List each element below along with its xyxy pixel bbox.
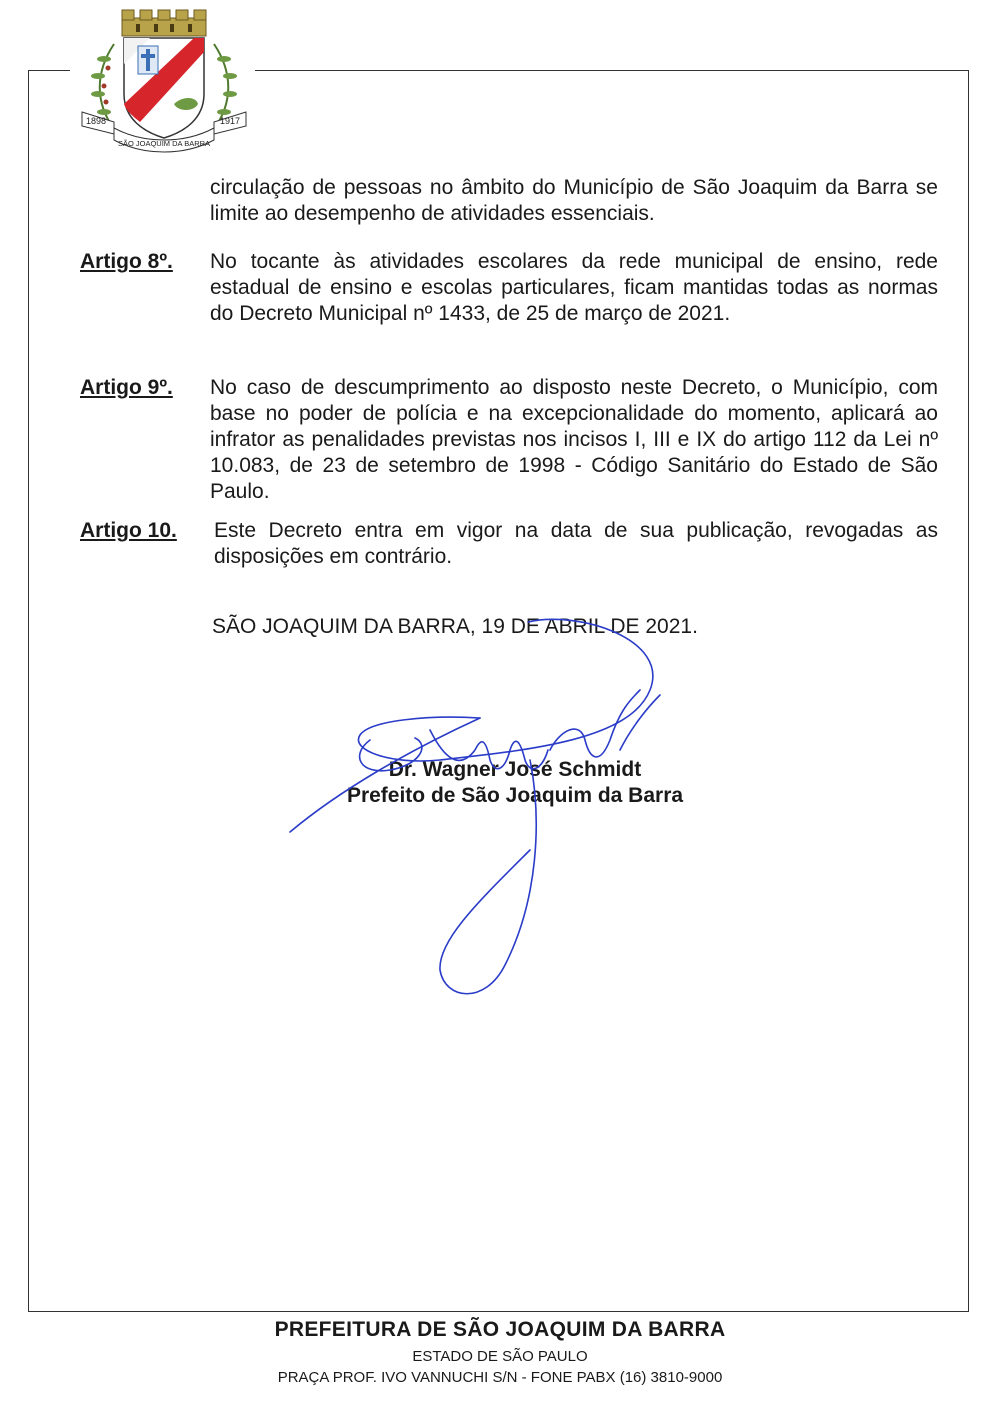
intro-paragraph: circulação de pessoas no âmbito do Município de São Joaquim da Barra se limite ao desempenho de atividades essenciais. [210,176,938,225]
footer-state: ESTADO DE SÃO PAULO [412,1348,588,1365]
article-8 [80,249,938,327]
article-9 [80,375,938,505]
footer-title: PREFEITURA DE SÃO JOAQUIM DA BARRA [274,1318,726,1341]
crest-year-right: 1917 [220,116,241,126]
article-9-label: Artigo 9º. [80,376,173,399]
article-8-text: No tocante às atividades escolares da rede municipal de ensino, rede estadual de ensino e escolas particulares, ficam mantidas todas as normas do Decreto Municipal nº 1433, de 25 de março de 2021. [210,250,938,325]
handwritten-signature [280,600,700,1020]
municipal-coat-of-arms [74,4,254,170]
article-10-label: Artigo 10. [80,519,177,542]
dateline: SÃO JOAQUIM DA BARRA, 19 DE ABRIL DE 2021. [212,615,698,638]
article-10-text: Este Decreto entra em vigor na data de sua publicação, revogadas as disposições em contrário. [214,519,938,568]
crest-ribbon-text: SÃO JOAQUIM DA BARRA [117,139,211,148]
article-10 [80,518,938,570]
footer-address: PRAÇA PROF. IVO VANNUCHI S/N - FONE PABX (16) 3810-9000 [277,1369,723,1386]
article-8-label: Artigo 8º. [80,250,173,273]
article-9-text: No caso de descumprimento ao disposto neste Decreto, o Município, com base no poder de polícia e na excepcionalidade do momento, aplicará ao infrator as penalidades previstas nos incisos I, III e IX do artigo 112 da Lei nº 10.083, de 23 de setembro de 1998 - Código Sanitário do Estado de São Paulo. [210,376,938,503]
signer-name: Dr. Wagner José Schmidt [388,758,642,781]
crest-year-left: 1898 [86,116,107,126]
signer-title: Prefeito de São Joaquim da Barra [346,784,684,807]
